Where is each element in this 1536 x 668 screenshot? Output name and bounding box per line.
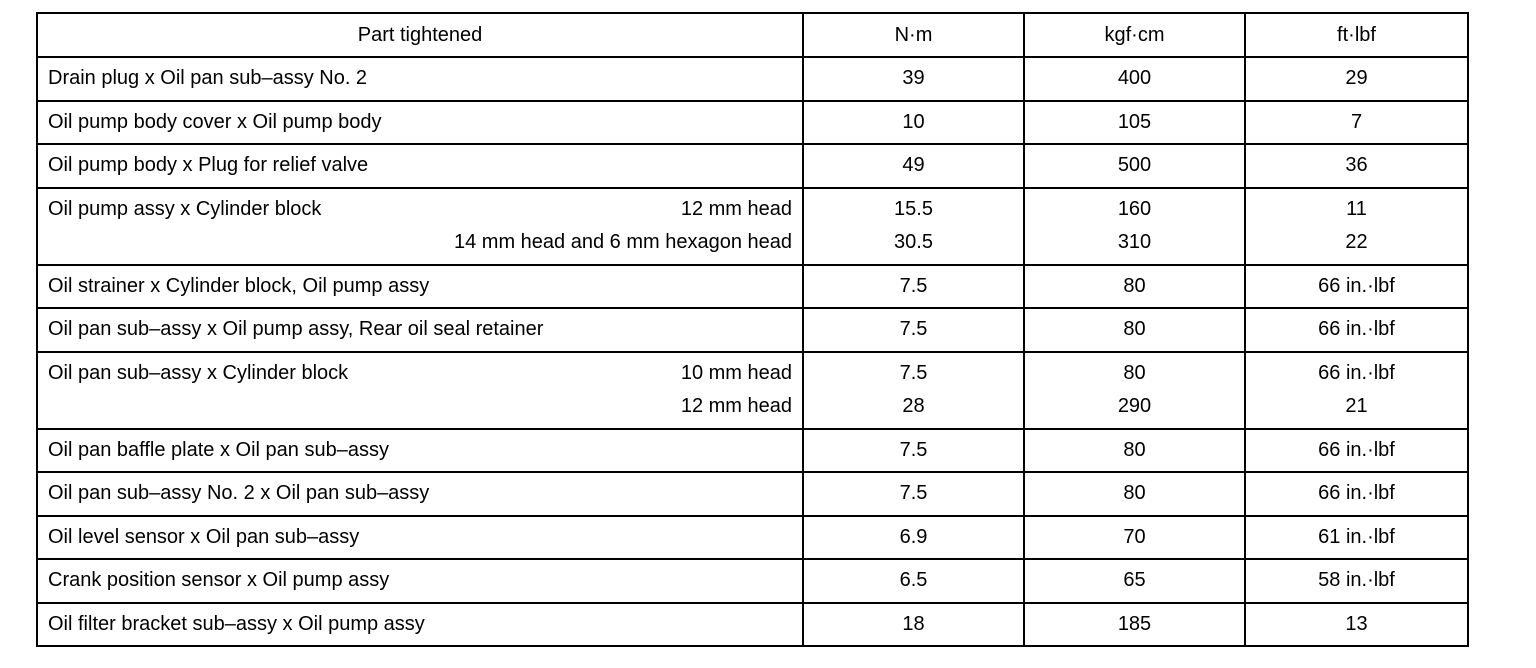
ft-cell: 66 in.·lbf [1245,429,1468,473]
part-line [48,390,792,423]
table-row [37,429,1468,473]
table-row [37,188,1468,265]
nm-cell: 7.5 [803,265,1024,309]
kgf-cell: 160 310 [1024,188,1245,265]
ft-cell: 66 in.·lbf [1245,308,1468,352]
ft-cell: 66 in.·lbf 21 [1245,352,1468,429]
nm-cell: 7.5 [803,429,1024,473]
part-cell: Oil filter bracket sub–assy x Oil pump assy [37,603,803,647]
part-cell: Oil pump body x Plug for relief valve [37,144,803,188]
table-row [37,308,1468,352]
sub-condition: 10 mm head [680,362,792,384]
ft-cell: 7 [1245,101,1468,145]
nm-cell: 7.5 [803,308,1024,352]
ft-cell: 61 in.·lbf [1245,516,1468,560]
header-ft: ft·lbf [1245,13,1468,57]
table-row [37,472,1468,516]
nm-cell: 10 [803,101,1024,145]
kgf-cell: 80 [1024,265,1245,309]
table-row [37,352,1468,429]
kgf-cell: 80 [1024,429,1245,473]
part-cell [37,188,803,265]
ft-cell: 66 in.·lbf [1245,472,1468,516]
part-cell [37,352,803,429]
kgf-cell: 185 [1024,603,1245,647]
ft-cell: 29 [1245,57,1468,101]
kgf-cell: 70 [1024,516,1245,560]
ft-cell: 66 in.·lbf [1245,265,1468,309]
table-row [37,101,1468,145]
part-cell: Oil pump body cover x Oil pump body [37,101,803,145]
table-row [37,265,1468,309]
kgf-cell: 80 [1024,472,1245,516]
part-cell: Crank position sensor x Oil pump assy [37,559,803,603]
kgf-cell: 65 [1024,559,1245,603]
kgf-cell: 105 [1024,101,1245,145]
table-row [37,516,1468,560]
nm-cell: 39 [803,57,1024,101]
nm-cell: 18 [803,603,1024,647]
table-row [37,603,1468,647]
ft-cell: 11 22 [1245,188,1468,265]
part-cell: Oil strainer x Cylinder block, Oil pump assy [37,265,803,309]
nm-cell: 15.5 30.5 [803,188,1024,265]
nm-cell: 7.5 28 [803,352,1024,429]
header-kgf: kgf·cm [1024,13,1245,57]
header-part: Part tightened [37,13,803,57]
ft-cell: 36 [1245,144,1468,188]
sub-condition: 12 mm head [680,395,792,417]
nm-cell: 6.5 [803,559,1024,603]
part-cell: Oil pan sub–assy x Oil pump assy, Rear oil seal retainer [37,308,803,352]
part-cell: Oil pan baffle plate x Oil pan sub–assy [37,429,803,473]
table-row [37,144,1468,188]
ft-cell: 13 [1245,603,1468,647]
kgf-cell: 500 [1024,144,1245,188]
kgf-cell: 80 [1024,308,1245,352]
header-row [37,13,1468,57]
kgf-cell: 80 290 [1024,352,1245,429]
table-row [37,559,1468,603]
sub-condition: 14 mm head and 6 mm hexagon head [454,231,792,253]
nm-cell: 6.9 [803,516,1024,560]
header-nm: N·m [803,13,1024,57]
part-line [48,226,792,259]
part-cell: Drain plug x Oil pan sub–assy No. 2 [37,57,803,101]
sub-condition: 12 mm head [680,198,792,220]
torque-spec-table [36,12,1469,647]
part-cell: Oil pan sub–assy No. 2 x Oil pan sub–assy [37,472,803,516]
ft-cell: 58 in.·lbf [1245,559,1468,603]
kgf-cell: 400 [1024,57,1245,101]
part-cell: Oil level sensor x Oil pan sub–assy [37,516,803,560]
part-line: Oil pump assy x Cylinder block 12 mm head [48,198,792,220]
part-line: Oil pan sub–assy x Cylinder block 10 mm head [48,362,792,384]
table-row [37,57,1468,101]
nm-cell: 49 [803,144,1024,188]
nm-cell: 7.5 [803,472,1024,516]
